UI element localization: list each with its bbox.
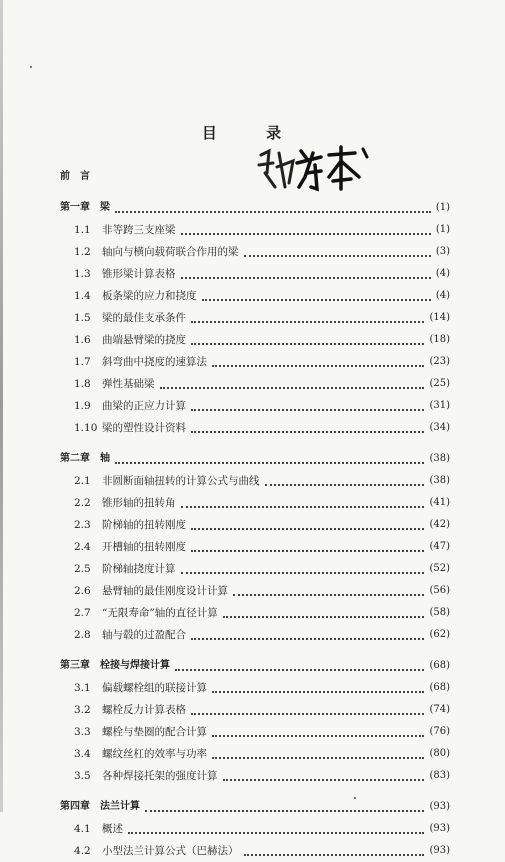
toc-entry-page: (47) <box>429 541 450 552</box>
toc-leader-dots <box>244 254 431 257</box>
toc-entry-number: 1.1 <box>74 223 91 236</box>
toc-entry-number: 第四章 <box>60 801 90 812</box>
toc-entry-page: (68) <box>429 682 450 693</box>
toc-entry-page: (4) <box>435 268 450 279</box>
toc-leader-dots <box>244 853 425 856</box>
toc-entry-page: (31) <box>429 400 450 411</box>
toc-entry-label: 偏载螺栓组的联接计算 <box>102 681 207 694</box>
toc-entry-label: 斜弯曲中挠度的速算法 <box>102 355 207 368</box>
toc-leader-dots <box>202 298 431 301</box>
toc-section-row <box>60 677 450 699</box>
toc-leader-dots <box>212 690 424 693</box>
toc-entry-number: 1.8 <box>74 377 91 390</box>
toc-leader-dots <box>223 778 425 781</box>
toc-entry-label: 阶梯轴挠度计算 <box>102 562 176 575</box>
toc-leader-dots <box>181 232 431 235</box>
toc-entry-label: 概述 <box>102 822 123 835</box>
toc-entry-page: (93) <box>429 845 450 856</box>
toc-entry-number: 第二章 <box>60 453 90 464</box>
toc-section-row <box>60 514 450 536</box>
toc-entry-page: (58) <box>429 607 450 618</box>
toc-entry-label: 非圆断面轴扭转的计算公式与曲线 <box>102 474 260 487</box>
toc-entry-number: 2.1 <box>74 474 91 487</box>
toc-entry-number: 3.5 <box>74 769 91 782</box>
toc-section-row <box>60 699 450 721</box>
toc-leader-dots <box>191 637 424 640</box>
toc-section-row <box>60 558 450 580</box>
toc-leader-dots <box>212 734 424 737</box>
toc-section-row <box>60 470 450 492</box>
toc-entry-label: 梁的最佳支承条件 <box>102 311 186 324</box>
toc-section-row <box>60 351 450 373</box>
toc-entry-label: 各种焊接托架的强度计算 <box>102 769 218 782</box>
toc-section-row <box>60 263 450 285</box>
chapter-gap <box>60 188 450 197</box>
table-of-contents <box>60 166 450 862</box>
toc-section-row <box>60 241 450 263</box>
toc-entry-label: 板条梁的应力和挠度 <box>102 289 197 302</box>
toc-entry-label: 梁的塑性设计资料 <box>102 421 186 434</box>
toc-entry-page: (3) <box>435 246 450 257</box>
toc-entry-label: 梁 <box>100 202 110 213</box>
toc-section-row <box>60 536 450 558</box>
toc-leader-dots <box>128 831 424 834</box>
toc-leader-dots <box>175 668 424 671</box>
chapter-gap <box>60 787 450 796</box>
toc-section-row <box>60 285 450 307</box>
toc-section-row <box>60 329 450 351</box>
toc-entry-number: 1.7 <box>74 355 91 368</box>
toc-leader-dots <box>191 320 424 323</box>
toc-entry-page: (80) <box>429 748 450 759</box>
toc-section-row <box>60 417 450 439</box>
toc-entry-number: 2.5 <box>74 562 91 575</box>
toc-chapter-row <box>60 448 450 470</box>
toc-entry-label: 小型法兰计算公式（巴赫法） <box>102 844 239 857</box>
toc-entry-number: 1.4 <box>74 289 91 302</box>
toc-entry-page: (14) <box>429 312 450 323</box>
toc-entry-number: 2.4 <box>74 540 91 553</box>
toc-leader-dots <box>145 809 424 812</box>
toc-leader-dots <box>191 430 424 433</box>
toc-leader-dots <box>115 461 424 464</box>
toc-leader-dots <box>265 483 425 486</box>
toc-section-row <box>60 602 450 624</box>
toc-leader-dots <box>115 210 431 213</box>
toc-entry-label: 螺栓反力计算表格 <box>102 703 186 716</box>
toc-chapter-row <box>60 796 450 818</box>
toc-section-row <box>60 580 450 602</box>
toc-entry-label: 曲梁的正应力计算 <box>102 399 186 412</box>
toc-entry-number: 2.6 <box>74 584 91 597</box>
toc-entry-page: (4) <box>435 290 450 301</box>
toc-entry-number: 第三章 <box>60 660 90 671</box>
chapter-gap <box>60 646 450 655</box>
toc-title: 目 录 <box>201 124 304 142</box>
toc-entry-page: (42) <box>429 519 450 530</box>
toc-entry-label: 悬臂轴的最佳刚度设计计算 <box>102 584 228 597</box>
toc-section-row <box>60 624 450 646</box>
toc-entry-number: 2.2 <box>74 496 91 509</box>
toc-entry-label: 弹性基础梁 <box>102 377 155 390</box>
chapter-gap <box>60 439 450 448</box>
toc-section-row <box>60 765 450 787</box>
toc-leader-dots <box>191 408 424 411</box>
toc-entry-page: (74) <box>429 704 450 715</box>
toc-entry-label: 曲端悬臂梁的挠度 <box>102 333 186 346</box>
toc-entry-label: 栓接与焊接计算 <box>100 660 170 671</box>
toc-entry-number: 2.8 <box>74 628 91 641</box>
toc-entry-page: (56) <box>429 585 450 596</box>
toc-entry-page: (1) <box>435 224 450 235</box>
toc-entry-label: 非等跨三支座梁 <box>102 223 176 236</box>
toc-entry-page: (83) <box>429 770 450 781</box>
toc-entry-label: “无限寿命”轴的直径计算 <box>102 606 218 619</box>
toc-entry-label: 锥形梁计算表格 <box>102 267 176 280</box>
toc-entry-number: 前 言 <box>60 171 90 182</box>
toc-section-row <box>60 721 450 743</box>
toc-entry-number: 3.2 <box>74 703 91 716</box>
toc-entry-number: 1.5 <box>74 311 91 324</box>
toc-entry-number: 1.6 <box>74 333 91 346</box>
toc-entry-number: 3.1 <box>74 681 91 694</box>
toc-section-row <box>60 840 450 862</box>
toc-leader-dots <box>223 615 425 618</box>
toc-entry-number: 2.3 <box>74 518 91 531</box>
toc-section-row <box>60 818 450 840</box>
toc-section-row <box>60 743 450 765</box>
toc-entry-number: 1.3 <box>74 267 91 280</box>
toc-leader-dots <box>181 571 425 574</box>
toc-entry-page: (41) <box>429 497 450 508</box>
toc-section-row <box>60 492 450 514</box>
toc-entry-number: 第一章 <box>60 202 90 213</box>
toc-leader-dots <box>233 593 424 596</box>
toc-entry-page: (62) <box>429 629 450 640</box>
toc-leader-dots <box>160 386 425 389</box>
toc-entry-page: (52) <box>429 563 450 574</box>
toc-entry-page: (38) <box>429 475 450 486</box>
toc-entry-label: 轴与毂的过盈配合 <box>102 628 186 641</box>
toc-entry-label: 阶梯轴的扭转刚度 <box>102 518 186 531</box>
toc-section-row <box>60 307 450 329</box>
toc-entry-number: 1.9 <box>74 399 91 412</box>
toc-chapter-row <box>60 655 450 677</box>
toc-leader-dots <box>191 342 424 345</box>
toc-section-row <box>60 219 450 241</box>
toc-entry-page: (25) <box>429 378 450 389</box>
toc-entry-number: 2.7 <box>74 606 91 619</box>
toc-entry-number: 3.3 <box>74 725 91 738</box>
toc-entry-page: (23) <box>429 356 450 367</box>
toc-section-row <box>60 373 450 395</box>
scan-speck <box>30 66 32 68</box>
toc-chapter-row <box>60 166 450 188</box>
toc-leader-dots <box>212 756 424 759</box>
toc-section-row <box>60 395 450 417</box>
toc-leader-dots <box>212 364 424 367</box>
toc-entry-page: (76) <box>429 726 450 737</box>
toc-entry-label: 锥形轴的扭转角 <box>102 496 176 509</box>
toc-leader-dots <box>181 505 425 508</box>
toc-leader-dots <box>191 527 424 530</box>
toc-entry-label: 轴 <box>100 453 110 464</box>
toc-entry-label: 螺纹丝杠的效率与功率 <box>102 747 207 760</box>
toc-entry-page: (1) <box>435 202 450 213</box>
toc-entry-number: 1.10 <box>74 421 98 434</box>
scan-speck <box>354 797 356 799</box>
toc-entry-number: 4.1 <box>74 822 91 835</box>
toc-entry-number: 1.2 <box>74 245 91 258</box>
toc-entry-number: 4.2 <box>74 844 91 857</box>
toc-entry-label: 法兰计算 <box>100 801 140 812</box>
toc-entry-label: 螺栓与垫圈的配合计算 <box>102 725 207 738</box>
toc-entry-page: (93) <box>429 823 450 834</box>
toc-entry-page: (18) <box>429 334 450 345</box>
toc-leader-dots <box>191 712 424 715</box>
toc-leader-dots <box>181 276 431 279</box>
toc-entry-page: (38) <box>429 453 450 464</box>
toc-entry-page: (68) <box>429 660 450 671</box>
toc-chapter-row <box>60 197 450 219</box>
toc-entry-number: 3.4 <box>74 747 91 760</box>
toc-entry-page: (34) <box>429 422 450 433</box>
toc-leader-dots <box>191 549 424 552</box>
toc-entry-label: 开槽轴的扭转刚度 <box>102 540 186 553</box>
toc-entry-label: 轴向与横向载荷联合作用的梁 <box>102 245 239 258</box>
toc-entry-page: (93) <box>429 801 450 812</box>
